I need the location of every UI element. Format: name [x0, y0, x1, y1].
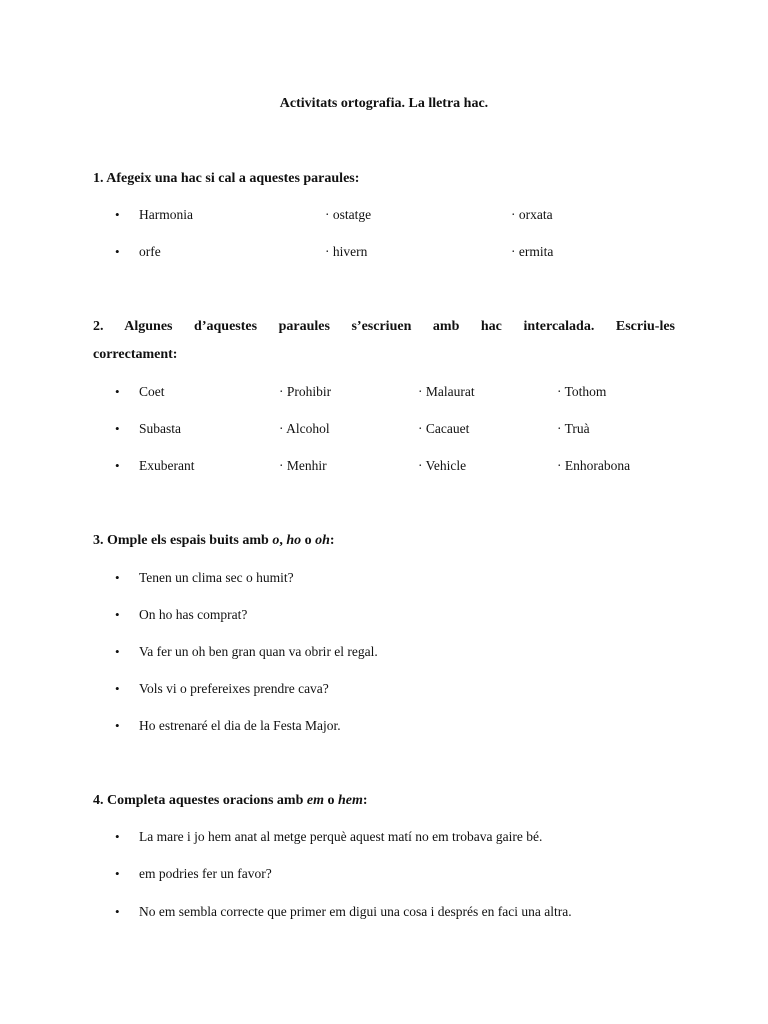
section-2-row-2 [0, 421, 768, 439]
bullet: • [115, 421, 120, 436]
page-title: Activitats ortografia. La lletra hac. [279, 96, 489, 111]
bullet: • [115, 570, 120, 585]
word: · Vehicle [418, 458, 467, 473]
heading-text: 3. Omple els espais buits amb [93, 533, 273, 548]
section-1-heading: 1. Afegeix una hac si cal a aquestes paraules: [93, 171, 360, 186]
section-4-item [0, 866, 768, 884]
option-o: o [272, 533, 280, 548]
section-3-heading [93, 533, 335, 549]
word: orfe [139, 244, 161, 259]
word: Subasta [139, 421, 181, 436]
word: · Enhorabona [557, 458, 631, 473]
section-3-item [0, 681, 768, 699]
word: Exuberant [139, 458, 195, 473]
word: · orxata [511, 207, 553, 222]
sentence: Tenen un clima sec o humit? [139, 570, 294, 585]
option-em: em [306, 793, 324, 808]
colon: : [362, 793, 368, 808]
word: · hivern [325, 244, 368, 259]
section-2-heading: 2. Algunes d’aquestes paraules s’escriuen amb hac intercalada. Escriu-les [93, 319, 675, 334]
bullet: • [115, 207, 120, 222]
section-2-heading-cont: correctament: [93, 347, 178, 362]
word: · ermita [511, 244, 554, 259]
option-hem: hem [338, 793, 363, 808]
section-2-row-1 [0, 384, 768, 402]
bullet: • [115, 829, 120, 844]
section-3-item [0, 644, 768, 662]
section-1-row-1 [0, 207, 768, 225]
section-2-row-3 [0, 458, 768, 476]
section-3-item [0, 607, 768, 625]
sentence: La mare i jo hem anat al metge perquè aquest matí no em trobava gaire bé. [139, 829, 543, 844]
bullet: • [115, 718, 120, 733]
sentence: No em sembla correcte que primer em digui una cosa i després en faci una altra. [139, 904, 572, 919]
separator: , [279, 533, 287, 548]
bullet: • [115, 866, 120, 881]
conjunction: o [301, 533, 316, 548]
section-4-item [0, 829, 768, 847]
section-3-item [0, 570, 768, 588]
bullet: • [115, 458, 120, 473]
sentence: Va fer un oh ben gran quan va obrir el regal. [139, 644, 378, 659]
section-1-row-2 [0, 244, 768, 262]
bullet: • [115, 384, 120, 399]
section-3-item [0, 718, 768, 736]
word: · Alcohol [279, 421, 330, 436]
sentence: On ho has comprat? [139, 607, 248, 622]
sentence: em podries fer un favor? [139, 866, 272, 881]
word: · Malaurat [418, 384, 475, 399]
option-ho: ho [286, 533, 302, 548]
section-4-item [0, 904, 768, 922]
bullet: • [115, 904, 120, 919]
option-oh: oh [315, 533, 330, 548]
bullet: • [115, 607, 120, 622]
sentence: Ho estrenaré el dia de la Festa Major. [139, 718, 341, 733]
bullet: • [115, 681, 120, 696]
word: Coet [139, 384, 165, 399]
word: · Tothom [557, 384, 607, 399]
section-4-heading [93, 793, 368, 809]
bullet: • [115, 244, 120, 259]
conjunction: o [324, 793, 338, 808]
heading-text: 4. Completa aquestes oracions amb [93, 793, 307, 808]
word: · ostatge [325, 207, 372, 222]
word: · Truà [557, 421, 590, 436]
sentence: Vols vi o prefereixes prendre cava? [139, 681, 329, 696]
word: · Menhir [279, 458, 327, 473]
colon: : [329, 533, 335, 548]
word: Harmonia [139, 207, 193, 222]
bullet: • [115, 644, 120, 659]
word: · Prohibir [279, 384, 332, 399]
word: · Cacauet [418, 421, 470, 436]
